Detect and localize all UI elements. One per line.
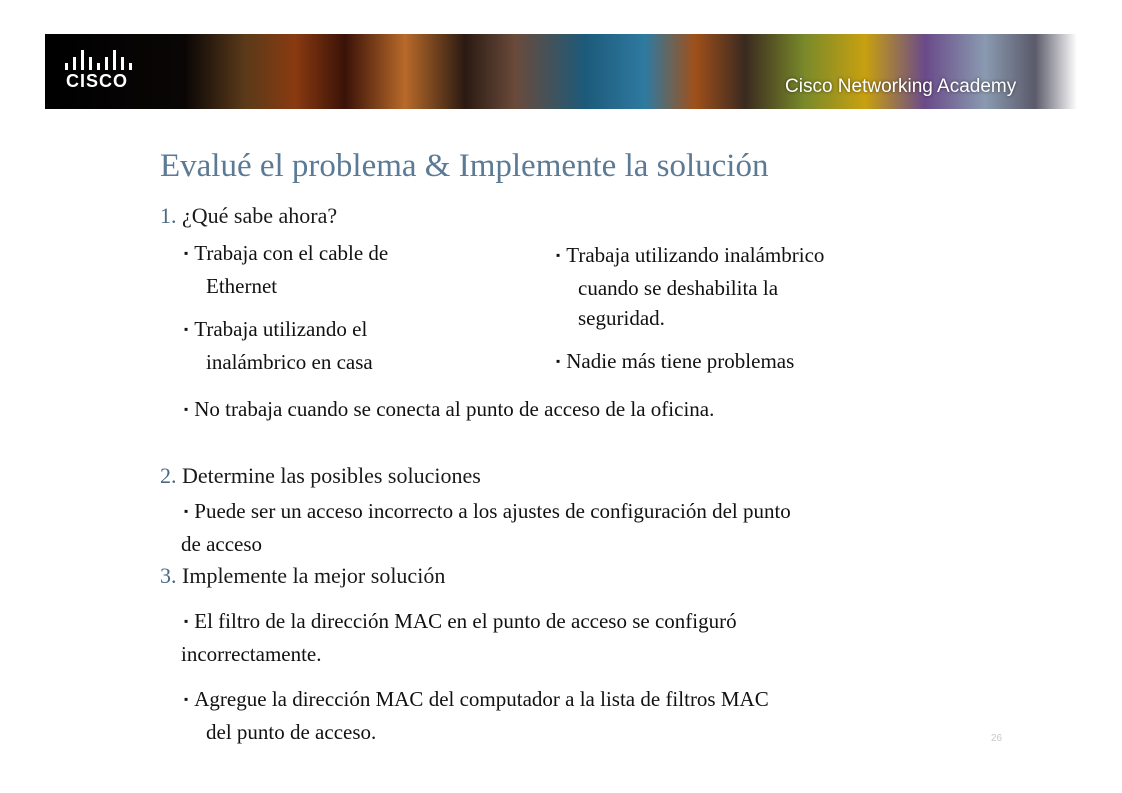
list-item: ▪ Puede ser un acceso incorrecto a los ajustes de configuración del punto de acceso: [181, 499, 791, 556]
list-item: ▪ El filtro de la dirección MAC en el punto de acceso se configuró incorrectamente.: [181, 609, 737, 666]
section-1-heading: [160, 203, 337, 229]
page-number: 26: [991, 733, 1003, 744]
list-item: ▪ Agregue la dirección MAC del computador a la lista de filtros MAC del punto de acceso.: [184, 687, 769, 744]
bullet-icon: ▪: [184, 322, 189, 336]
bullet-icon: ▪: [184, 614, 189, 628]
cisco-logo: [63, 50, 143, 92]
section-number: 1.: [160, 203, 177, 228]
section-number: 3.: [160, 563, 177, 588]
section-3-heading: [160, 563, 445, 589]
list-item: ▪ Trabaja utilizando inalámbrico cuando se deshabilita la seguridad.: [556, 243, 825, 330]
section-2-heading: [160, 463, 481, 489]
section-heading-text: Determine las posibles soluciones: [182, 463, 481, 488]
academy-name: Cisco Networking Academy: [785, 76, 1017, 97]
bullet-icon: ▪: [184, 504, 189, 518]
section-heading-text: ¿Qué sabe ahora?: [182, 203, 338, 228]
section-heading-text: Implemente la mejor solución: [182, 563, 446, 588]
list-item: ▪ Trabaja utilizando el inalámbrico en casa: [184, 317, 373, 374]
list-item: ▪ Nadie más tiene problemas: [556, 349, 795, 373]
section-number: 2.: [160, 463, 177, 488]
list-item: ▪ Trabaja con el cable de Ethernet: [184, 241, 389, 298]
list-item: ▪ No trabaja cuando se conecta al punto de acceso de la oficina.: [184, 397, 715, 421]
cisco-wordmark: CISCO: [66, 71, 129, 91]
bullet-icon: ▪: [556, 248, 561, 262]
bullet-icon: ▪: [184, 692, 189, 706]
cisco-bars-icon: [65, 50, 135, 70]
slide-title: Evalué el problema & Implemente la solución: [160, 148, 769, 184]
bullet-icon: ▪: [556, 354, 561, 368]
header-banner: [45, 34, 1077, 109]
bullet-icon: ▪: [184, 246, 189, 260]
bullet-icon: ▪: [184, 402, 189, 416]
